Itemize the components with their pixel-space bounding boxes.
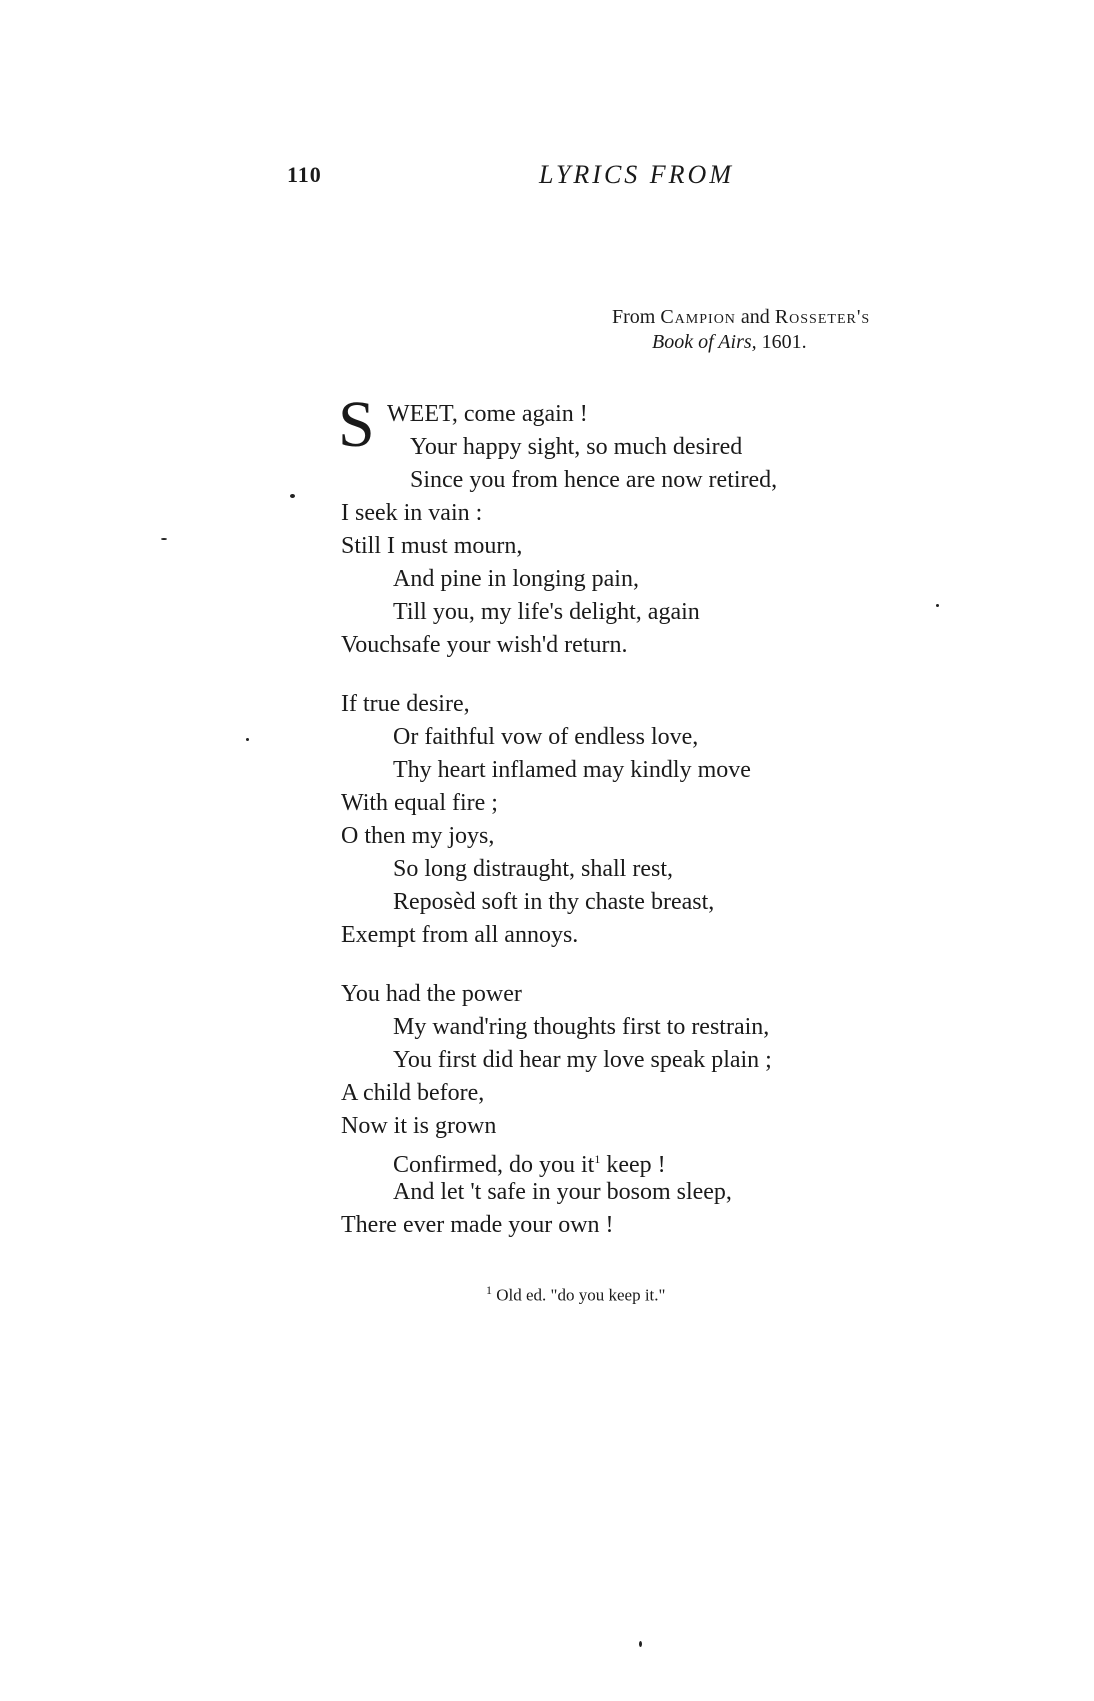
poem-line: With equal fire ;	[341, 790, 498, 816]
scan-speck	[290, 494, 295, 498]
poem-line: A child before,	[341, 1080, 485, 1106]
stanza-2	[341, 688, 777, 952]
source-year: 1601.	[761, 331, 807, 353]
footnote-marker: 1	[486, 1283, 492, 1297]
scan-speck	[639, 1641, 642, 1647]
poem-line: Now it is grown	[341, 1113, 497, 1139]
poem-line: Your happy sight, so much desired	[410, 434, 743, 460]
poem-line: Reposèd soft in thy chaste breast,	[393, 889, 715, 915]
poem-line: I seek in vain :	[341, 500, 483, 526]
poem-line: So long distraught, shall rest,	[393, 856, 673, 882]
poem-line: And pine in longing pain,	[393, 566, 639, 592]
scan-speck	[936, 604, 939, 607]
source-line-authors	[612, 305, 870, 330]
poem-line: Thy heart inflamed may kindly move	[393, 757, 751, 783]
poem-line: There ever made your own !	[341, 1212, 614, 1238]
poem-line-text: Confirmed, do you it	[393, 1152, 595, 1178]
source-from: From	[612, 306, 656, 328]
poem-line-text: keep !	[606, 1152, 666, 1178]
poem-line: Exempt from all annoys.	[341, 922, 579, 948]
page-number: 110	[287, 162, 322, 187]
poem	[338, 388, 778, 1268]
footnote	[486, 1283, 665, 1306]
scan-speck	[161, 538, 167, 540]
scan-speck	[246, 738, 249, 741]
stanza-3	[341, 978, 777, 1242]
footnote-reference: 1	[594, 1152, 601, 1166]
source-author-rosseter: Rosseter's	[774, 306, 871, 328]
drop-cap: S	[338, 388, 375, 461]
poem-line: And let 't safe in your bosom sleep,	[393, 1179, 732, 1205]
source-book-title: Book of Airs,	[652, 331, 757, 353]
poem-line	[341, 1143, 777, 1176]
poem-line: Vouchsafe your wish'd return.	[341, 632, 628, 658]
source-author-campion: Campion	[660, 306, 736, 328]
poem-line: Or faithful vow of endless love,	[393, 724, 699, 750]
poem-line: Still I must mourn,	[341, 533, 523, 559]
stanza-1	[338, 388, 778, 662]
source-attribution	[612, 305, 870, 355]
poem-line: Since you from hence are now retired,	[410, 467, 778, 493]
poem-line: Till you, my life's delight, again	[393, 599, 700, 625]
source-and: and	[740, 306, 770, 328]
poem-line: If true desire,	[341, 691, 470, 717]
poem-line-text: WEET, come again !	[387, 401, 588, 427]
running-title: LYRICS FROM	[539, 160, 734, 189]
source-line-book	[612, 330, 870, 355]
poem-line: You had the power	[341, 981, 522, 1007]
poem-line: O then my joys,	[341, 823, 495, 849]
footnote-text: Old ed. "do you keep it."	[496, 1285, 666, 1305]
poem-line: You first did hear my love speak plain ;	[393, 1047, 772, 1073]
poem-line: My wand'ring thoughts first to restrain,	[393, 1014, 770, 1040]
